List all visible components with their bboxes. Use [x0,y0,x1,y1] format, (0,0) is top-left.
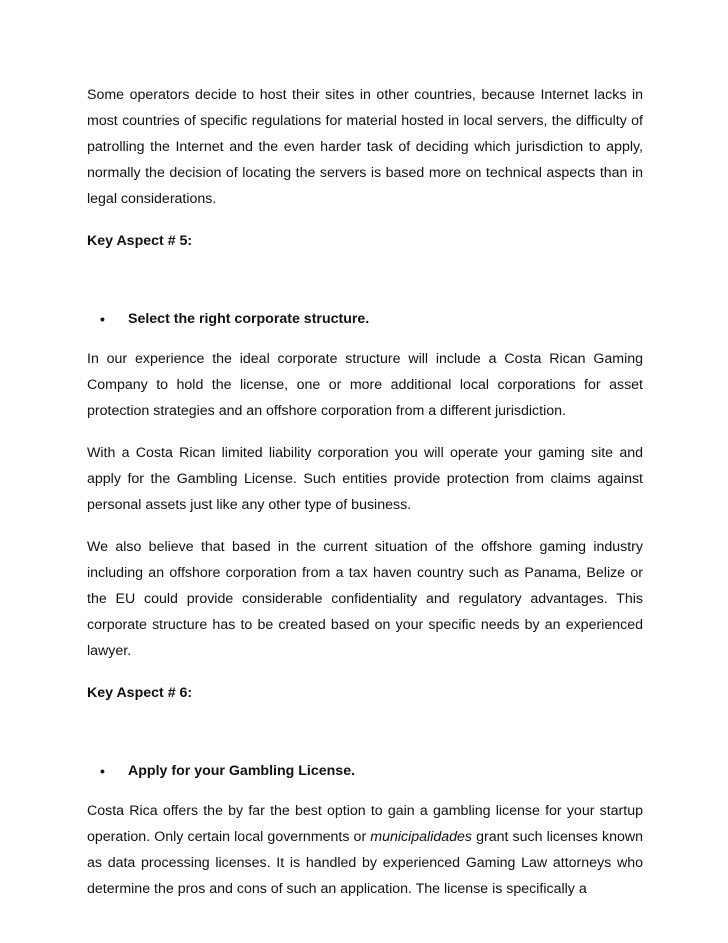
key-aspect-6-heading: Key Aspect # 6: [87,685,193,701]
corporate-structure-paragraph-3: We also believe that based in the current situation of the offshore gaming industry including an offshore corporation from a tax haven country such as Panama, Belize or the EU could provide considerable confidentiality and regulatory advantages. This corporate structure has to be created based on your specific needs by an experienced lawyer. [87,539,643,659]
intro-paragraph: Some operators decide to host their sites in other countries, because Internet lacks in most countries of specific regulations for material hosted in local servers, the difficulty of patrolling the Internet and the even harder task of deciding which jurisdiction to apply, normally the decision of locating the servers is based more on technical aspects than in legal considerations. [87,87,643,207]
key-aspect-5-bullet [87,306,643,332]
gambling-license-paragraph [87,798,643,902]
corporate-structure-paragraph-1: In our experience the ideal corporate structure will include a Costa Rican Gaming Company to hold the license, one or more additional local corporations for asset protection strategies and an offshore corporation from a different jurisdiction. [87,351,643,419]
key-aspect-5-bullet-text: Select the right corporate structure. [128,311,370,327]
key-aspect-6-bullet-text: Apply for your Gambling License. [128,763,356,779]
bullet-icon: • [100,311,105,327]
bullet-icon: • [100,763,105,779]
corporate-structure-paragraph-2: With a Costa Rican limited liability corporation you will operate your gaming site and apply for the Gambling License. Such entities provide protection from claims against personal assets just like any other type of business. [87,445,643,513]
gambling-license-text-part-1: Costa Rica offers the by far the best option to gain a gambling license for your startup operation. Only certain local governments or [87,803,643,845]
gambling-license-text-part-2: grant such licenses known as data processing licenses. It is handled by experienced Gaming Law attorneys who determine the pros and cons of such an application. The license is specifically a [87,829,643,897]
document-page [87,82,643,902]
gambling-license-italic-term: municipalidades [370,829,473,845]
key-aspect-5-heading: Key Aspect # 5: [87,233,193,249]
key-aspect-6-bullet [87,758,643,784]
